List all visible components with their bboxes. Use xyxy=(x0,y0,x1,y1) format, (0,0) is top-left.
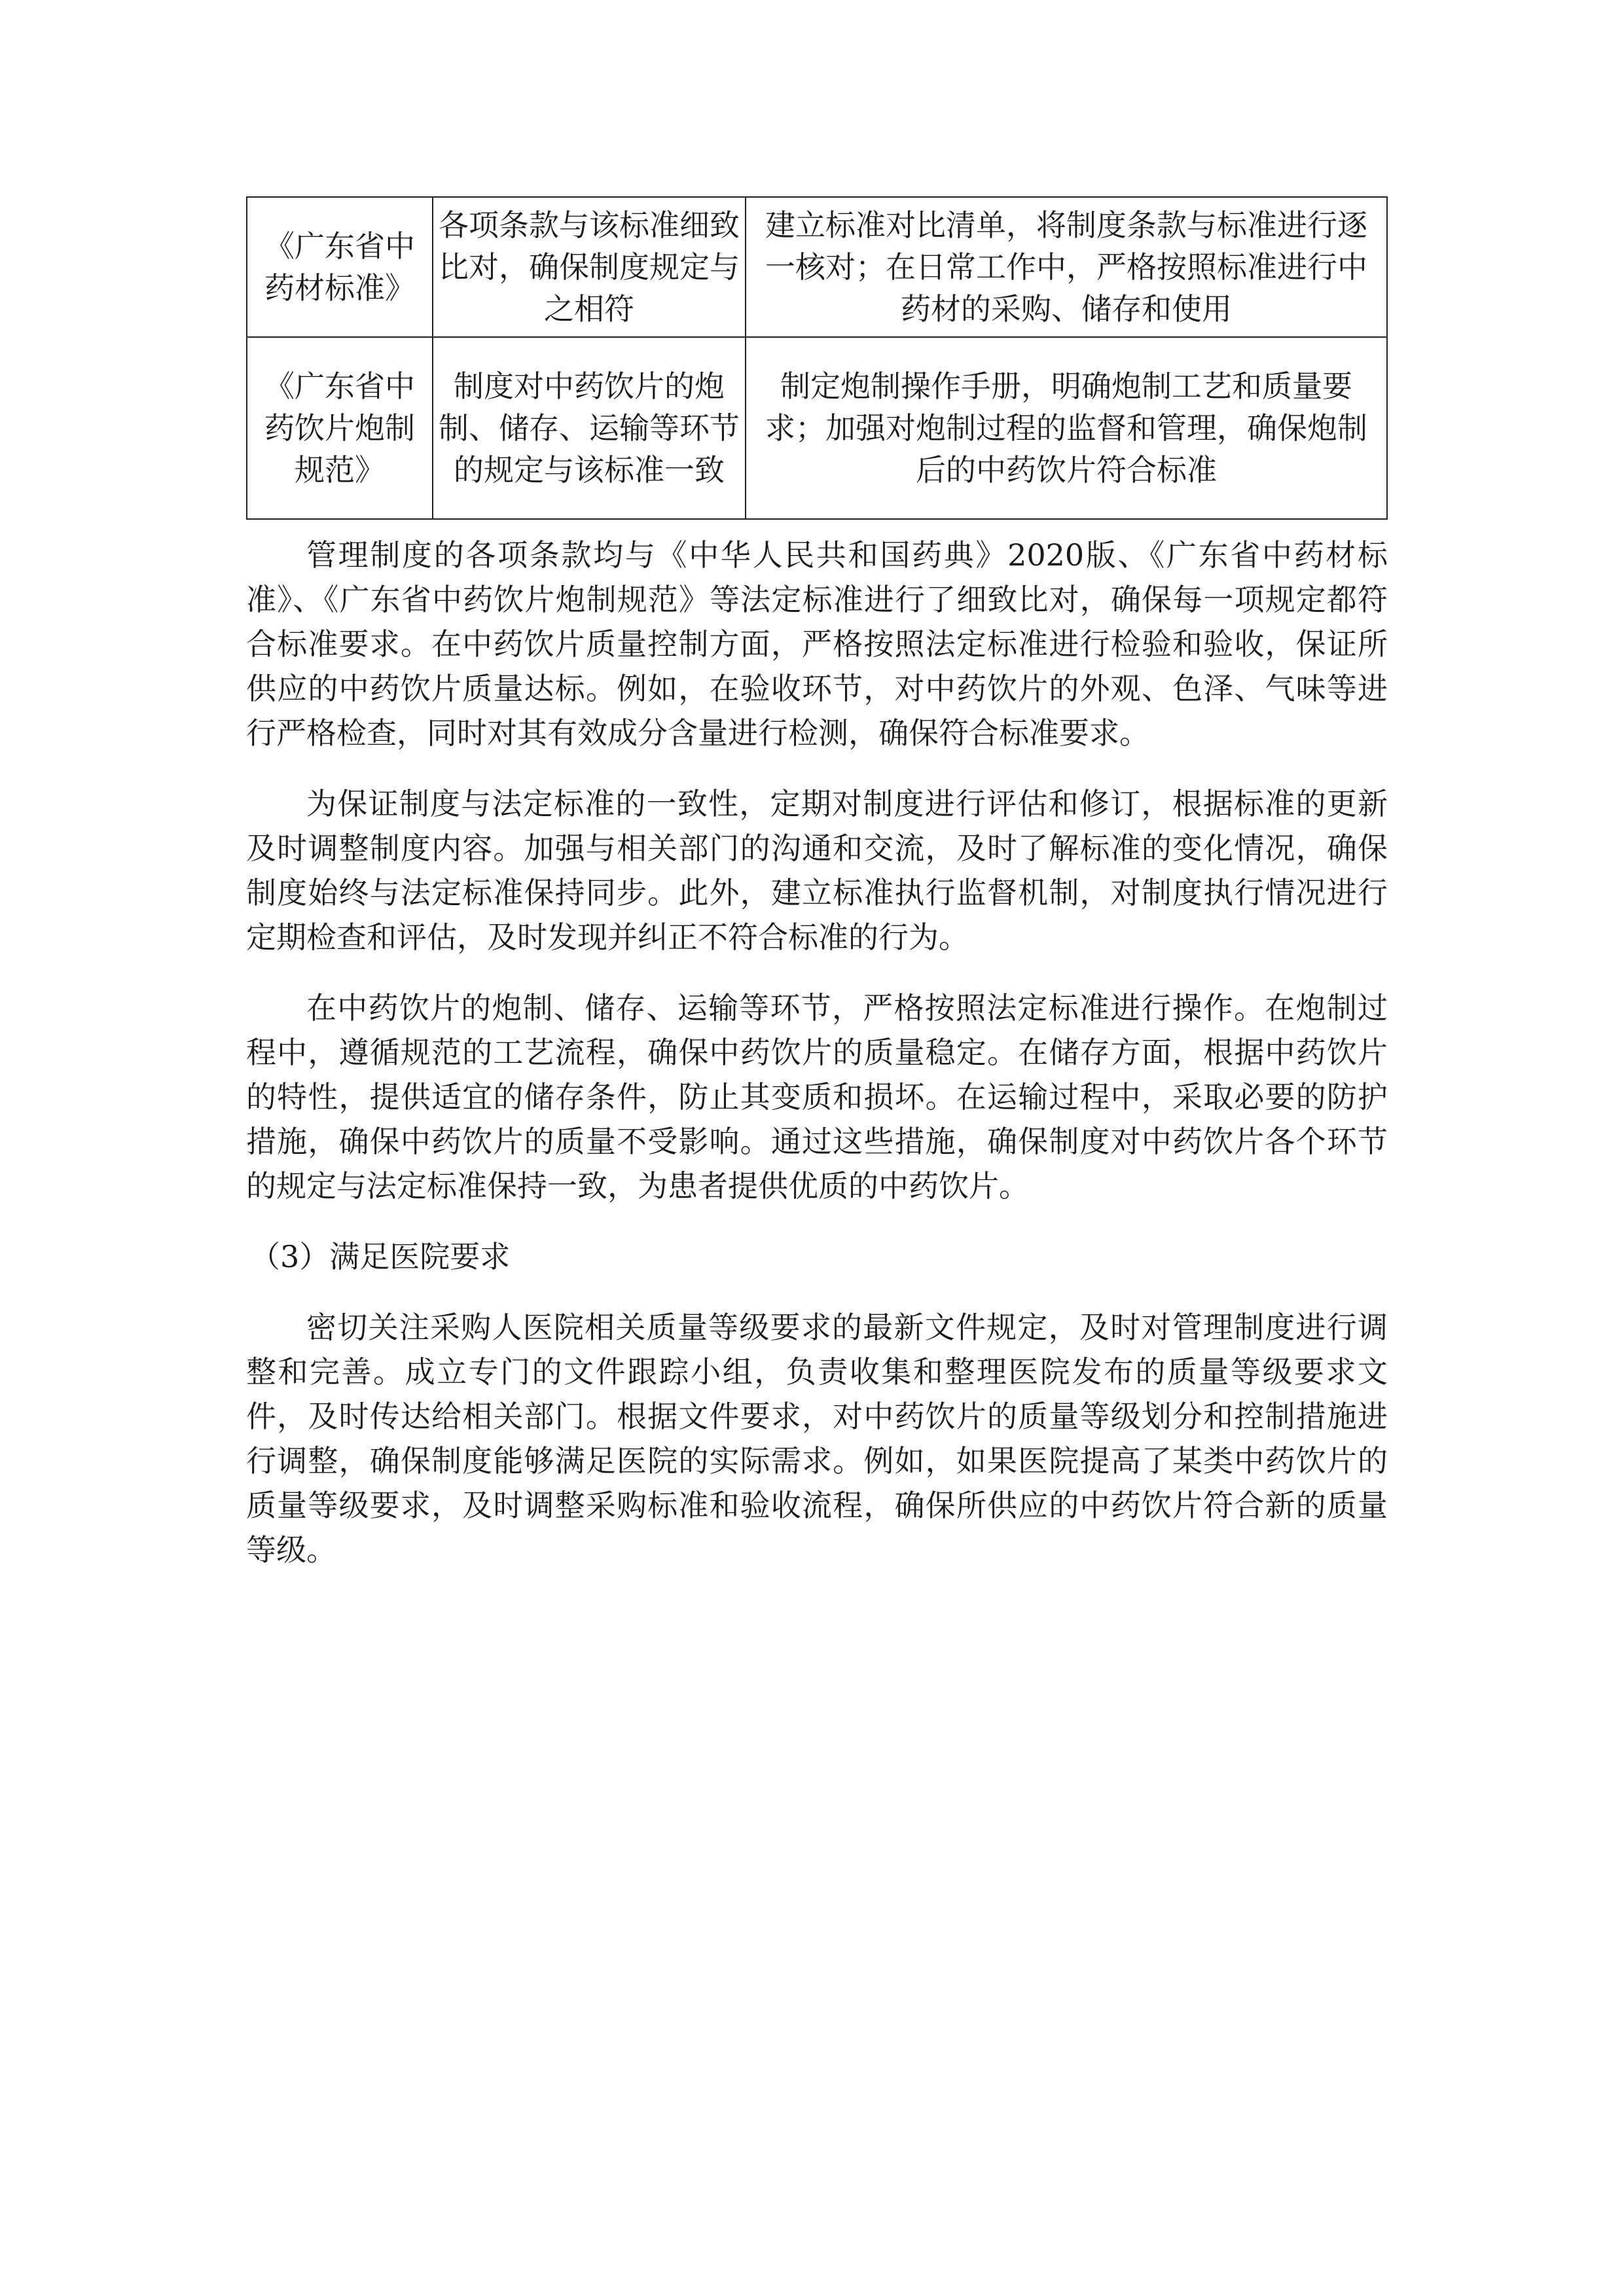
table-cell-requirement: 各项条款与该标准细致比对，确保制度规定与之相符 xyxy=(433,197,746,337)
body-paragraph: 密切关注采购人医院相关质量等级要求的最新文件规定，及时对管理制度进行调整和完善。成立专门的文件跟踪小组，负责收集和整理医院发布的质量等级要求文件，及时传达给相关部门。根据文件要求，对中药饮片的质量等级划分和控制措施进行调整，确保制度能够满足医院的实际需求。例如，如果医院提高了某类中药饮片的质量等级要求，及时调整采购标准和验收流程，确保所供应的中药饮片符合新的质量等级。 xyxy=(246,1310,1388,1568)
body-paragraph: 在中药饮片的炮制、储存、运输等环节，严格按照法定标准进行操作。在炮制过程中，遵循规范的工艺流程，确保中药饮片的质量稳定。在储存方面，根据中药饮片的特性，提供适宜的储存条件，防止其变质和损坏。在运输过程中，采取必要的防护措施，确保中药饮片的质量不受影响。通过这些措施，确保制度对中药饮片各个环节的规定与法定标准保持一致，为患者提供优质的中药饮片。 xyxy=(246,990,1388,1204)
table-row xyxy=(247,337,1387,519)
section-heading-text: （3）满足医院要求 xyxy=(250,1239,511,1274)
table-row xyxy=(247,197,1387,337)
table-cell-measure: 制定炮制操作手册，明确炮制工艺和质量要求；加强对炮制过程的监督和管理，确保炮制后的中药饮片符合标准 xyxy=(746,337,1387,519)
body-paragraph: 管理制度的各项条款均与《中华人民共和国药典》2020版、《广东省中药材标准》、《广东省中药饮片炮制规范》等法定标准进行了细致比对，确保每一项规定都符合标准要求。在中药饮片质量控制方面，严格按照法定标准进行检验和验收，保证所供应的中药饮片质量达标。例如，在验收环节，对中药饮片的外观、色泽、气味等进行严格检查，同时对其有效成分含量进行检测，确保符合标准要求。 xyxy=(246,537,1388,751)
table-cell-requirement: 制度对中药饮片的炮制、储存、运输等环节的规定与该标准一致 xyxy=(433,337,746,519)
body-paragraph: 为保证制度与法定标准的一致性，定期对制度进行评估和修订，根据标准的更新及时调整制度内容。加强与相关部门的沟通和交流，及时了解标准的变化情况，确保制度始终与法定标准保持同步。此外，建立标准执行监督机制，对制度执行情况进行定期检查和评估，及时发现并纠正不符合标准的行为。 xyxy=(246,786,1388,955)
section-heading xyxy=(246,1234,1388,1279)
document-page xyxy=(246,196,1388,1572)
table-cell-standard: 《广东省中药饮片炮制规范》 xyxy=(247,337,433,519)
table-cell-measure: 建立标准对比清单，将制度条款与标准进行逐一核对；在日常工作中，严格按照标准进行中药材的采购、储存和使用 xyxy=(746,197,1387,337)
standards-comparison-table xyxy=(246,196,1388,520)
table-cell-standard: 《广东省中药材标准》 xyxy=(247,197,433,337)
